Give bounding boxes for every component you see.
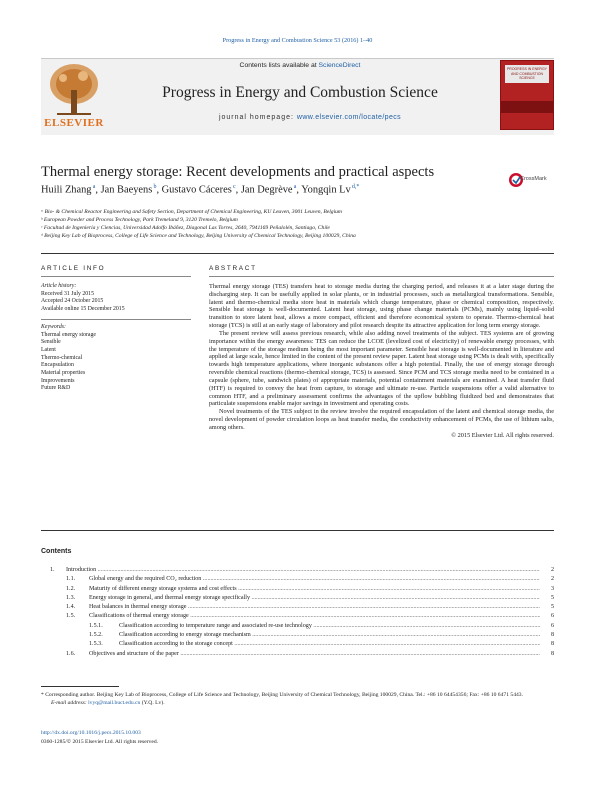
cover-title: PROGRESS IN ENERGY AND COMBUSTION SCIENCE [505,65,549,83]
toc-number: 1.2. [66,585,76,592]
toc-row[interactable] [41,566,554,575]
toc-title[interactable]: Objectives and structure of the paper ..... [89,650,540,659]
toc-row[interactable] [41,594,554,603]
abstract-body [209,283,554,440]
abstract-heading: ABSTRACT [209,265,257,272]
corresponding-author-star: * [356,184,360,190]
keyword-item: Future R&D [41,385,71,392]
author-list: Huili Zhang $^a$, Jan Baeyens $^b$, Gustavo Cáceres $^c$, Jan Degrève $^a$, Yongqin Lv $^{d,*}$ [41,184,360,196]
toc-title[interactable]: Classifications of thermal energy storage ..... [89,612,540,621]
abstract-paragraph: Novel treatments of the TES subject in the review involve the required encapsulation of the latent and chemical storage media, the novel development of powder circulation loops as heat transfer media, the conductivity enhancement of PCMs, the use of lithium salts, among others. [209,408,554,431]
toc-title[interactable]: Heat balances in thermal energy storage ..... [89,603,540,612]
toc-number: 1.1. [66,576,76,583]
toc-page: 2 [550,576,554,583]
history-label: Article history: [41,283,77,289]
email-suffix: (Y.Q. Lv). [140,699,165,706]
toc-page: 8 [550,632,554,639]
toc-title[interactable]: Introduction ..... [66,566,540,575]
author-affil-marker[interactable]: a [293,184,297,190]
homepage-link[interactable]: www.elsevier.com/locate/pecs [296,114,402,121]
toc-number: 1.4. [66,604,76,611]
affiliation-b: ᵇ European Powder and Process Technology, Park Tremeland 9, 3120 Tremelo, Belgium [41,217,238,224]
keyword-item: Thermo-chemical [41,354,83,361]
author-affil-marker[interactable]: b [153,184,157,190]
affiliations [41,208,541,240]
affiliation-a: ᵃ Bio- & Chemical Reactor Engineering and Safety Section, Department of Chemical Engineering, KU Leuven, 3001 Leuven, Belgium [41,209,342,215]
toc-title[interactable]: Classification according to temperature range and associated re-use technology ..... [119,622,540,631]
toc-title[interactable]: Maturity of different energy storage systems and cost effects ..... [89,585,540,594]
keyword-item: Material properties [41,370,86,377]
toc-page: 5 [550,604,554,611]
contents-availability [150,62,450,69]
toc-page: 6 [550,613,554,620]
journal-cover-thumbnail [500,60,554,130]
history-online: Available online 15 December 2015 [41,306,125,313]
toc-number: 1.5.1. [89,622,103,629]
journal-title: Progress in Energy and Combustion Science [162,84,438,101]
author-affil-marker[interactable]: a [92,184,96,190]
toc-row[interactable] [41,603,554,612]
issn-line: 0360-1285/© 2015 Elsevier Ltd. All rights reserved. [41,739,159,745]
toc-number: 1.5.3. [89,641,103,648]
toc-page: 6 [550,622,554,629]
toc-title[interactable]: Classification according to energy storage mechanism ..... [119,631,540,640]
journal-homepage [140,114,480,121]
affiliation-d: ᵈ Beijing Key Lab of Bioprocess, College of Life Science and Technology, Beijing University of Chemical Technology, Beijing 100029, China [41,233,356,240]
author-name[interactable]: Jan Baeyens [100,184,153,196]
toc-number: 1.5.2. [89,632,103,639]
author-affil-marker[interactable]: d,* [351,184,360,190]
toc-page: 8 [550,650,554,657]
article-info-panel [41,283,191,393]
author-name[interactable]: Huili Zhang [41,184,92,196]
contents-prefix: Contents lists available at [239,62,319,69]
keyword-item: Sensible [41,339,61,346]
author-affil-marker[interactable]: c [232,184,236,190]
elsevier-tree-logo [43,60,105,120]
author-name[interactable]: Gustavo Cáceres [161,184,232,196]
toc-number: 1.3. [66,594,76,601]
article-info-rule [41,276,191,277]
publisher-wordmark: ELSEVIER [44,117,104,129]
toc-row[interactable] [41,585,554,594]
toc-title[interactable]: Global energy and the required CO₂ reduction ..... [89,575,540,584]
toc-number: 1.5. [66,613,76,620]
toc-row[interactable] [41,650,554,659]
doi-link[interactable]: http://dx.doi.org/10.1016/j.pecs.2015.10.003 [41,730,141,736]
toc-row[interactable] [41,631,554,640]
sciencedirect-link[interactable]: ScienceDirect [318,62,361,69]
toc-page: 8 [550,641,554,648]
abstract-paragraph: Thermal energy storage (TES) transfers heat to storage media during the charging period, and releases it at a later stage during the discharging step. It can be usefully applied in solar plants, or in industrial processes, such as metallurgical transformations. Sensible, latent and thermo-chemical media store heat in materials which change temperature, phase or chemical composition, respectively. Sensible heat storage is well-documented. Latent heat storage, using phase change materials (PCMs), mainly using liquid–solid transition to store latent heat, allows a more compact, efficient and therefore economical system to operate. Thermo-chemical heat storage (TCS) is still at an early stage of laboratory and pilot research despite its attractive application for long term energy storage. [209,283,554,330]
email-label: E-mail address: [51,699,89,706]
toc-row[interactable] [41,622,554,631]
toc-page: 5 [550,594,554,601]
author-name[interactable]: Yongqin Lv [301,184,351,196]
paper-title: Thermal energy storage: Recent developments and practical aspects [41,164,435,180]
toc-row[interactable] [41,640,554,649]
keyword-item: Improvements [41,377,75,384]
abstract-rule [209,276,554,277]
history-accepted: Accepted 24 October 2015 [41,298,104,305]
email-line [41,700,554,708]
email-link[interactable]: lvyq@mail.buct.edu.cn [88,699,141,706]
article-info-heading: ARTICLE INFO [41,265,106,272]
toc-title[interactable]: Classification according to the storage concept ..... [119,640,540,649]
toc-page: 2 [550,567,554,573]
header-divider [41,253,554,254]
journal-reference[interactable]: Progress in Energy and Combustion Science 53 (2016) 1–40 [222,37,373,44]
footnote-rule [41,686,119,687]
history-received: Received 31 July 2015 [41,290,94,297]
abstract-divider [41,530,554,531]
copyright-notice: © 2015 Elsevier Ltd. All rights reserved. [451,431,554,439]
cover-band [501,101,553,113]
toc-row[interactable] [41,575,554,584]
keyword-item: Encapsulation [41,362,74,369]
keyword-item: Latent [41,346,56,353]
toc-number: 1. [50,567,55,573]
corresponding-author-text: * Corresponding author. Beijing Key Lab of Bioprocess, College of Life Science and Technology, Beijing University of Chemical Technology, Beijing 100029, China. Tel.: +86 10 64454356; Fax: +86 10 6471 5443. [41,692,523,698]
keywords-label: Keywords: [41,323,66,330]
affiliation-c: ᶜ Facultad de Ingeniería y Ciencias, Universidad Adolfo Ibáñez, Diagonal Las Torres, 2640, 7941169 Peñalolén, Santiago, Chile [41,225,330,232]
toc-title[interactable]: Energy storage in general, and thermal energy storage specifically ..... [89,594,540,603]
corresponding-author-footnote [41,692,554,707]
keyword-item: Thermal energy storage [41,331,96,338]
homepage-label: journal homepage: [218,114,297,121]
info-divider [41,319,191,320]
contents-heading: Contents [41,548,72,555]
toc-number: 1.6. [66,650,76,657]
author-name[interactable]: Jan Degrève [240,184,293,196]
table-of-contents [41,566,554,659]
toc-page: 3 [550,585,554,592]
abstract-paragraph: The present review will assess previous research, while also adding novel treatments of the subject. TES systems are of growing importance within the energy awareness: TES can reduce the LCOE (levelized cost of electricity) of renewable energy processes, with the temperature of the storage medium being the most important parameter. Sensible heat storage is well-documented in literature and applied at large scale, hence limited in the content of the present review paper. Latent heat storage using PCMs is dealt with, specifically towards high temperature applications, where inorganic substances offer a high potential. Finally, the use of energy storage through reversible chemical reactions (thermo-chemical storage, TCS) is assessed. Since PCM and TCS storage media need to be contained in a capsule (sphere, tube, sandwich plates) of appropriate materials, potential containment materials are examined. A heat transfer fluid (HTF) is required to convey the heat from capture, to storage and ultimate re-use. Particle suspensions offer a valid alternative to common HTF, and a preliminary assessment confirms the advantages of the upflow bubbling fluidized bed and demonstrates that particulate suspensions enable major savings in investment and operating costs. [209,329,554,408]
crossmark-label[interactable]: CrossMark [520,176,547,182]
toc-row[interactable] [41,612,554,621]
